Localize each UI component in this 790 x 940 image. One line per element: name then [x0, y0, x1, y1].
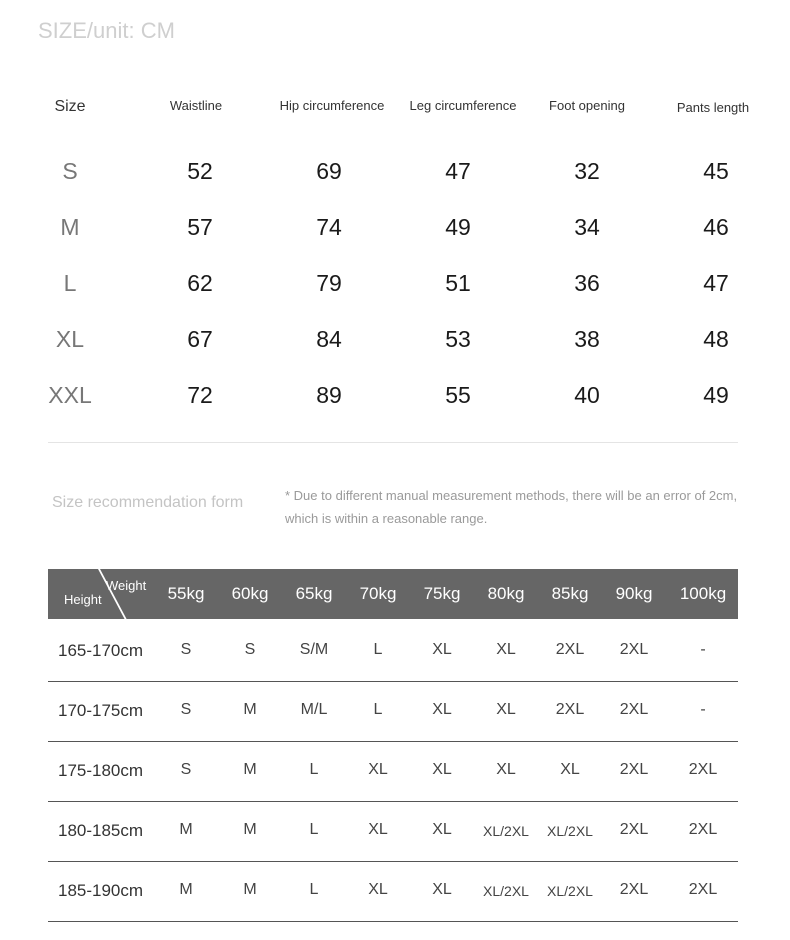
table-row — [48, 621, 738, 682]
weight-header: 65kg — [295, 584, 333, 603]
table-row — [48, 861, 738, 922]
weight-header: 70kg — [359, 584, 397, 603]
header-hip: Hip circumference — [279, 98, 385, 113]
height-cell: 175-180cm — [58, 761, 144, 780]
rec-cell: 2XL — [619, 641, 649, 658]
rec-cell: L — [309, 821, 319, 838]
rec-cell: 2XL — [688, 821, 718, 838]
table-cell: 49 — [703, 382, 729, 408]
rec-cell: 2XL — [555, 641, 585, 658]
measurement-note: * Due to different manual measurement methods, there will be an error of 2cm, which is within a reasonable range. — [285, 488, 738, 526]
rec-cell: XL — [432, 821, 452, 838]
header-foot: Foot opening — [549, 98, 625, 113]
table-cell: 34 — [574, 214, 600, 240]
rec-cell: M — [243, 821, 257, 838]
rec-cell: 2XL — [619, 761, 649, 778]
table-cell: 32 — [574, 158, 600, 184]
table-cell: 67 — [187, 326, 213, 352]
weight-header: 75kg — [423, 584, 461, 603]
table-cell: 40 — [574, 382, 600, 408]
rec-cell: - — [700, 641, 706, 658]
table-cell: 89 — [316, 382, 342, 408]
recommendation-header — [48, 569, 738, 619]
rec-cell: S/M — [299, 641, 329, 658]
rec-cell: 2XL — [688, 761, 718, 778]
size-cell: M — [60, 214, 80, 240]
table-cell: 74 — [316, 214, 342, 240]
table-cell: 38 — [574, 326, 600, 352]
rec-cell: - — [700, 701, 706, 718]
table-row — [48, 681, 738, 742]
table-cell: 36 — [574, 270, 600, 296]
rec-cell: XL/2XL — [483, 823, 529, 839]
size-cell: L — [63, 270, 77, 296]
rec-cell: M — [179, 821, 193, 838]
rec-cell: XL/2XL — [547, 823, 593, 839]
table-cell: 53 — [445, 326, 471, 352]
rec-cell: 2XL — [555, 701, 585, 718]
table-cell: 57 — [187, 214, 213, 240]
rec-cell: 2XL — [619, 821, 649, 838]
header-pants-length: Pants length — [676, 100, 750, 115]
table-cell: 45 — [703, 158, 729, 184]
rec-cell: XL/2XL — [483, 883, 529, 899]
table-cell: 47 — [445, 158, 471, 184]
table-cell: 46 — [703, 214, 729, 240]
table-cell: 52 — [187, 158, 213, 184]
size-cell: XXL — [48, 382, 92, 408]
corner-height-label: Height — [64, 592, 102, 607]
height-cell: 180-185cm — [58, 821, 144, 840]
rec-cell: XL/2XL — [547, 883, 593, 899]
weight-header: 90kg — [615, 584, 653, 603]
rec-cell: XL — [368, 821, 388, 838]
rec-cell: L — [309, 761, 319, 778]
rec-cell: L — [373, 701, 383, 718]
header-size: Size — [54, 98, 86, 115]
rec-cell: XL — [496, 641, 516, 658]
weight-header: 60kg — [231, 584, 269, 603]
rec-cell: XL — [432, 761, 452, 778]
table-cell: 51 — [445, 270, 471, 296]
rec-cell: S — [180, 761, 192, 778]
section-divider — [48, 442, 738, 443]
rec-cell: S — [180, 641, 192, 658]
rec-cell: XL — [560, 761, 580, 778]
table-cell: 84 — [316, 326, 342, 352]
rec-cell: XL — [496, 761, 516, 778]
rec-cell: M — [179, 881, 193, 898]
table-row — [48, 801, 738, 862]
rec-cell: XL — [432, 641, 452, 658]
weight-header: 80kg — [487, 584, 525, 603]
rec-cell: XL — [368, 761, 388, 778]
table-row — [48, 741, 738, 802]
table-cell: 55 — [445, 382, 471, 408]
rec-cell: XL — [432, 701, 452, 718]
weight-header: 100kg — [679, 584, 727, 603]
rec-cell: XL — [496, 701, 516, 718]
rec-cell: S — [244, 641, 256, 658]
table-cell: 49 — [445, 214, 471, 240]
header-waistline: Waistline — [169, 98, 223, 113]
table-cell: 69 — [316, 158, 342, 184]
header-leg: Leg circumference — [409, 98, 517, 113]
page-title: SIZE/unit: CM — [38, 18, 175, 43]
table-cell: 62 — [187, 270, 213, 296]
size-cell: S — [62, 158, 78, 184]
rec-cell: M — [243, 881, 257, 898]
weight-header: 55kg — [167, 584, 205, 603]
table-cell: 72 — [187, 382, 213, 408]
rec-cell: M — [243, 701, 257, 718]
recommendation-label: Size recommendation form — [52, 494, 244, 511]
rec-cell: 2XL — [619, 881, 649, 898]
rec-cell: XL — [368, 881, 388, 898]
rec-cell: M — [243, 761, 257, 778]
weight-header: 85kg — [551, 584, 589, 603]
rec-cell: XL — [432, 881, 452, 898]
corner-weight-label: Weight — [106, 578, 147, 593]
rec-cell: 2XL — [619, 701, 649, 718]
rec-cell: M/L — [300, 701, 328, 718]
rec-cell: L — [309, 881, 319, 898]
rec-cell: S — [180, 701, 192, 718]
height-cell: 170-175cm — [58, 701, 144, 720]
table-cell: 79 — [316, 270, 342, 296]
height-cell: 165-170cm — [58, 641, 144, 660]
table-cell: 47 — [703, 270, 729, 296]
table-cell: 48 — [703, 326, 729, 352]
rec-cell: 2XL — [688, 881, 718, 898]
corner-diagonal — [98, 569, 127, 619]
size-cell: XL — [55, 326, 85, 352]
height-cell: 185-190cm — [58, 881, 144, 900]
rec-cell: L — [373, 641, 383, 658]
